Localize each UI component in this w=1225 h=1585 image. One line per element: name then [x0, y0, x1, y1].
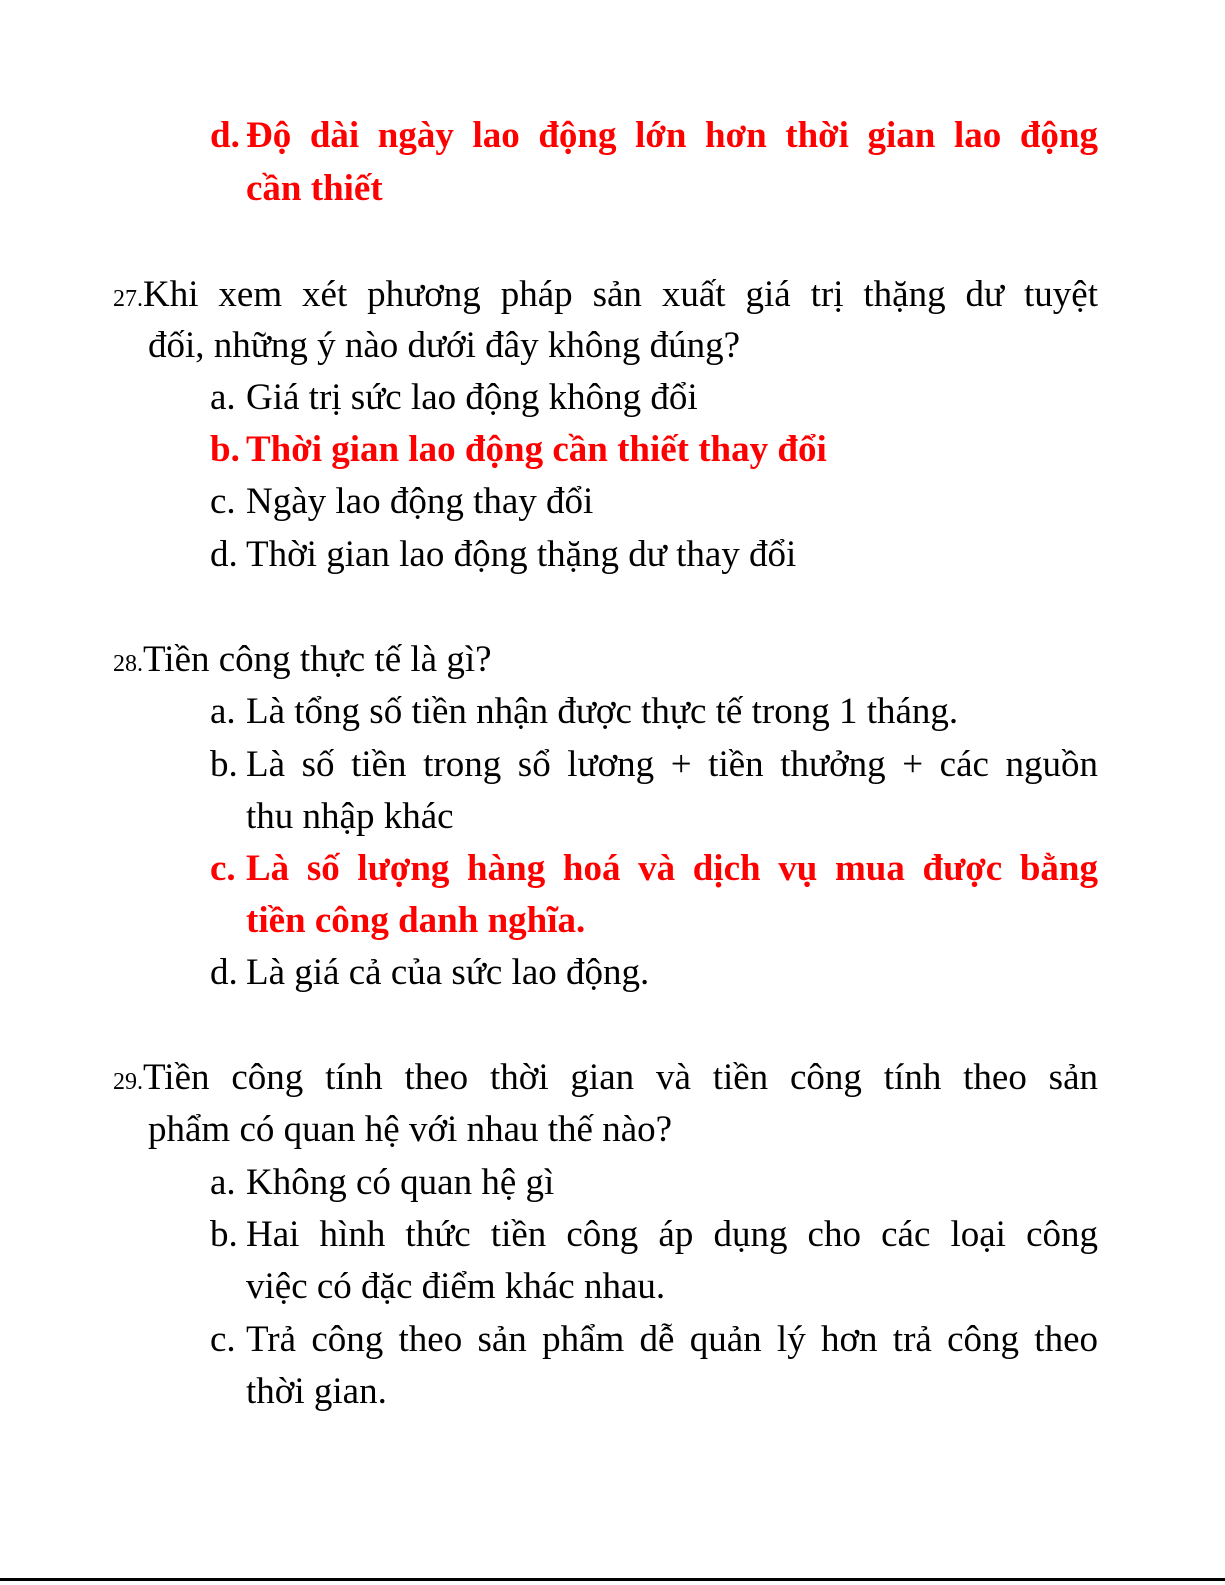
q28-option-d [210, 947, 1098, 999]
option-text: Là tổng số tiền nhận được thực tế trong 1 tháng. [246, 691, 959, 732]
option-text: Là số tiền trong sổ lương + tiền thưởng + các nguồn [246, 744, 1098, 785]
question-29-continued: phẩm có quan hệ với nhau thế nào? [148, 1109, 673, 1150]
option-text: Ngày lao động thay đổi [246, 481, 594, 522]
question-text: Khi xem xét phương pháp sản xuất giá trị thặng dư tuyệt [143, 274, 1098, 315]
q27-option-b [210, 424, 1098, 476]
q27-option-c [210, 476, 1098, 528]
question-number: 28. [113, 651, 143, 677]
option-letter: c. [210, 481, 236, 522]
q28-option-c [210, 843, 1098, 895]
option-text: Hai hình thức tiền công áp dụng cho các loại công [246, 1214, 1098, 1255]
option-letter: d. [210, 534, 238, 575]
q27-option-a [210, 372, 1098, 424]
option-letter: a. [210, 691, 236, 732]
q28-option-a [210, 686, 1098, 738]
option-letter: b. [210, 1214, 238, 1255]
question-27 [113, 269, 1098, 325]
option-letter: a. [210, 377, 236, 418]
q28-option-c-continued: tiền công danh nghĩa. [246, 900, 586, 941]
option-letter: b. [210, 744, 238, 785]
option-letter: d. [210, 115, 240, 156]
option-text: Là giá cả của sức lao động. [246, 952, 650, 993]
question-number: 29. [113, 1069, 143, 1095]
page-bottom-border [0, 1578, 1225, 1581]
q29-option-a [210, 1157, 1098, 1209]
q26-option-d [210, 110, 1098, 162]
option-letter: a. [210, 1162, 236, 1203]
q28-option-b-continued: thu nhập khác [246, 796, 454, 837]
option-letter: c. [210, 848, 236, 889]
question-29 [113, 1052, 1098, 1108]
option-text: Thời gian lao động thặng dư thay đổi [246, 534, 797, 575]
question-28 [113, 634, 1098, 690]
q26-option-d-continued: cần thiết [246, 168, 383, 209]
question-text: Tiền công tính theo thời gian và tiền công tính theo sản [143, 1057, 1098, 1098]
option-text: Không có quan hệ gì [246, 1162, 555, 1203]
q29-option-c-continued: thời gian. [246, 1371, 387, 1412]
option-text: Trả công theo sản phẩm dễ quản lý hơn trả công theo [246, 1319, 1098, 1360]
option-letter: d. [210, 952, 238, 993]
q29-option-c [210, 1314, 1098, 1366]
question-27-continued: đối, những ý nào dưới đây không đúng? [148, 325, 740, 366]
question-text: Tiền công thực tế là gì? [143, 639, 492, 680]
option-text: Độ dài ngày lao động lớn hơn thời gian lao động [246, 115, 1098, 156]
q29-option-b-continued: việc có đặc điểm khác nhau. [246, 1266, 666, 1307]
question-number: 27. [113, 286, 143, 312]
option-text: Thời gian lao động cần thiết thay đổi [246, 429, 827, 470]
option-letter: c. [210, 1319, 236, 1360]
option-letter: b. [210, 429, 240, 470]
option-text: Là số lượng hàng hoá và dịch vụ mua được bằng [246, 848, 1098, 889]
q27-option-d [210, 529, 1098, 581]
q29-option-b [210, 1209, 1098, 1261]
option-text: Giá trị sức lao động không đổi [246, 377, 698, 418]
q28-option-b [210, 739, 1098, 791]
